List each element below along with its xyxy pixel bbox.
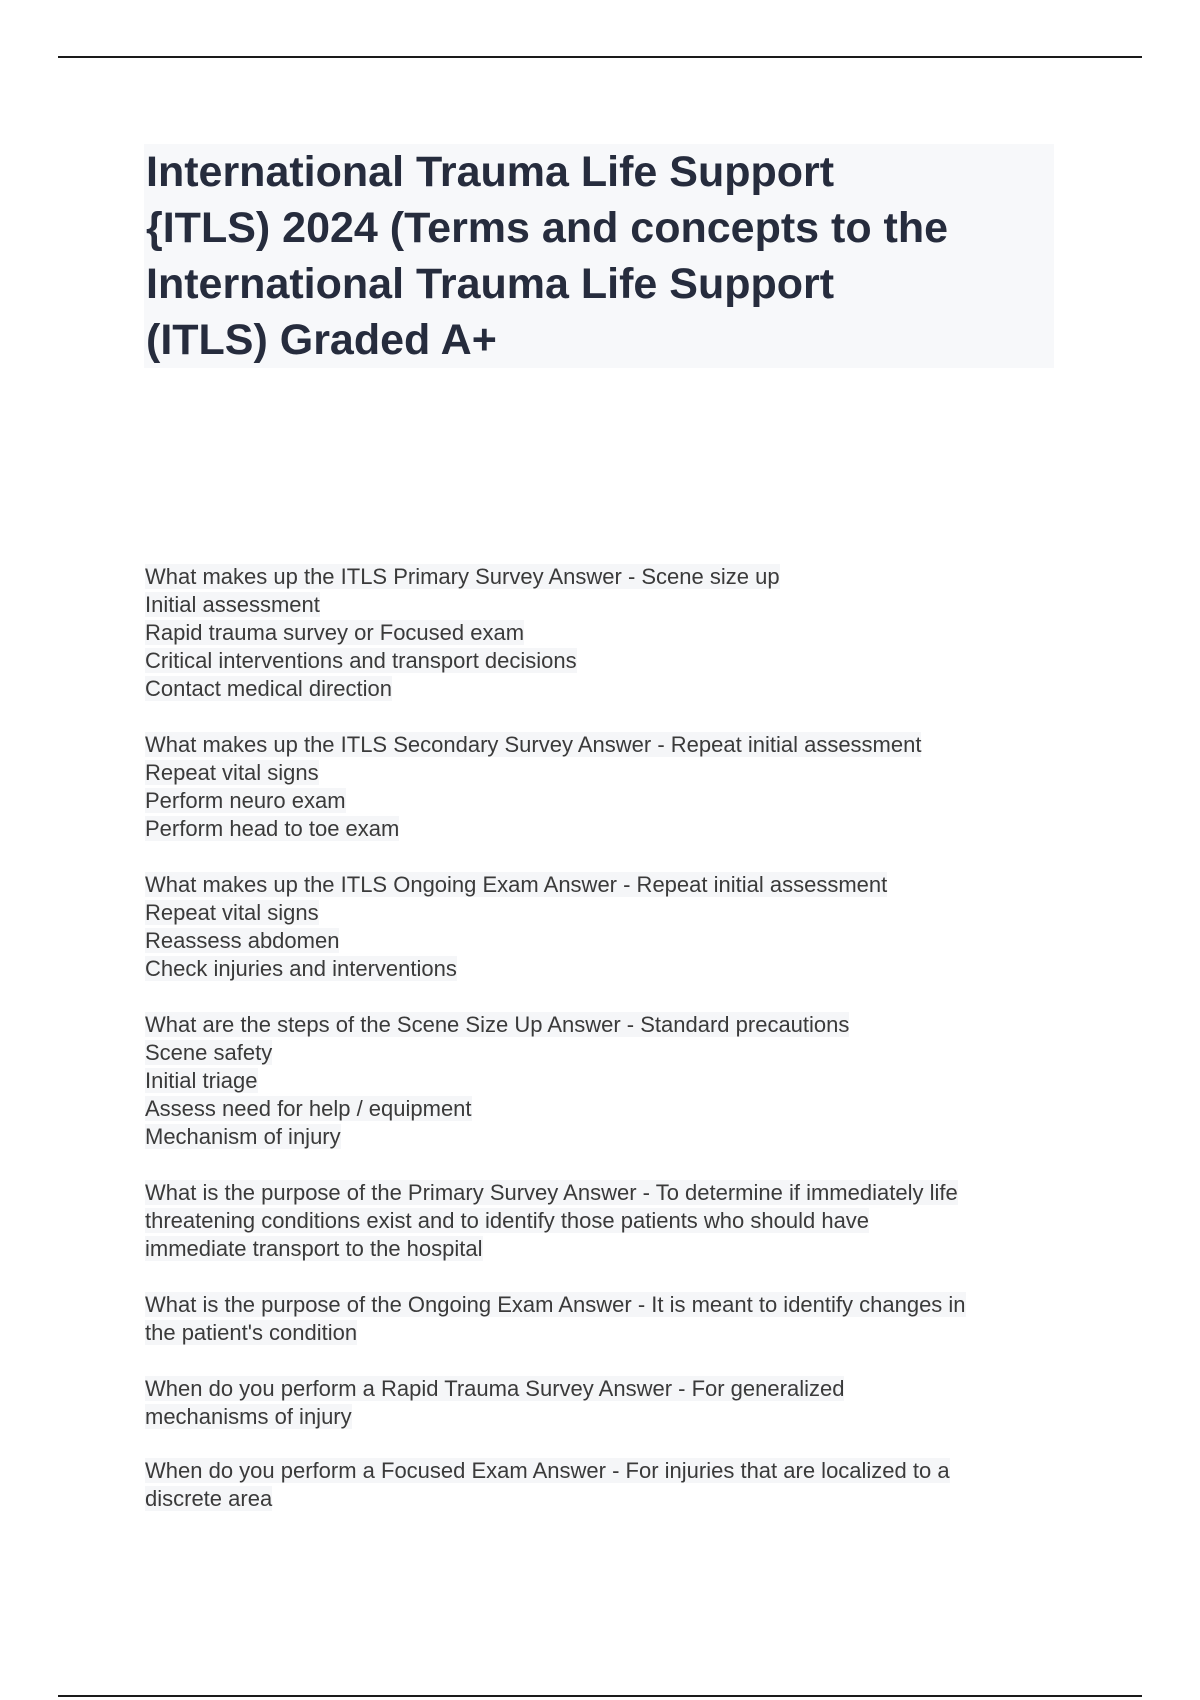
qa-item-scene-size-up [145,1011,1060,1151]
qa-line: What is the purpose of the Primary Survey Answer - To determine if immediately life [145,1180,958,1205]
qa-item-rapid-trauma-survey [145,1375,1060,1431]
top-rule [58,56,1142,58]
qa-line: Repeat vital signs [145,900,319,925]
qa-line: Perform neuro exam [145,788,346,813]
qa-item-focused-exam [145,1457,1060,1513]
qa-line: Mechanism of injury [145,1124,341,1149]
qa-line: Check injuries and interventions [145,956,457,981]
qa-line: When do you perform a Rapid Trauma Survey Answer - For generalized [145,1376,845,1401]
bottom-rule [58,1695,1142,1697]
qa-line: What makes up the ITLS Secondary Survey Answer - Repeat initial assessment [145,732,922,757]
qa-item-primary-survey-purpose [145,1179,1060,1263]
document-title [144,144,1054,368]
qa-line: What makes up the ITLS Primary Survey Answer - Scene size up [145,564,780,589]
qa-line: Assess need for help / equipment [145,1096,472,1121]
qa-line: Contact medical direction [145,676,393,701]
qa-line: Initial triage [145,1068,258,1093]
qa-line: threatening conditions exist and to identify those patients who should have [145,1208,870,1233]
qa-line: Perform head to toe exam [145,816,400,841]
qa-line: Scene safety [145,1040,273,1065]
qa-line: What is the purpose of the Ongoing Exam Answer - It is meant to identify changes in [145,1292,966,1317]
qa-line: What makes up the ITLS Ongoing Exam Answer - Repeat initial assessment [145,872,888,897]
qa-item-primary-survey [145,563,1060,703]
qa-line: Repeat vital signs [145,760,319,785]
qa-line: discrete area [145,1486,273,1511]
title-line-4: (ITLS) Graded A+ [146,316,497,364]
title-line-3: International Trauma Life Support [146,260,835,308]
qa-line: immediate transport to the hospital [145,1236,483,1261]
qa-line: Rapid trauma survey or Focused exam [145,620,525,645]
title-line-1: International Trauma Life Support [146,148,835,196]
title-line-2: {ITLS) 2024 (Terms and concepts to the [146,204,949,252]
qa-item-secondary-survey [145,731,1060,843]
qa-item-ongoing-exam [145,871,1060,983]
qa-line: When do you perform a Focused Exam Answer - For injuries that are localized to a [145,1458,950,1483]
qa-item-ongoing-exam-purpose [145,1291,1060,1347]
qa-line: Initial assessment [145,592,320,617]
qa-line: the patient's condition [145,1320,358,1345]
qa-line: What are the steps of the Scene Size Up Answer - Standard precautions [145,1012,850,1037]
qa-line: mechanisms of injury [145,1404,352,1429]
qa-line: Reassess abdomen [145,928,340,953]
qa-line: Critical interventions and transport decisions [145,648,577,673]
